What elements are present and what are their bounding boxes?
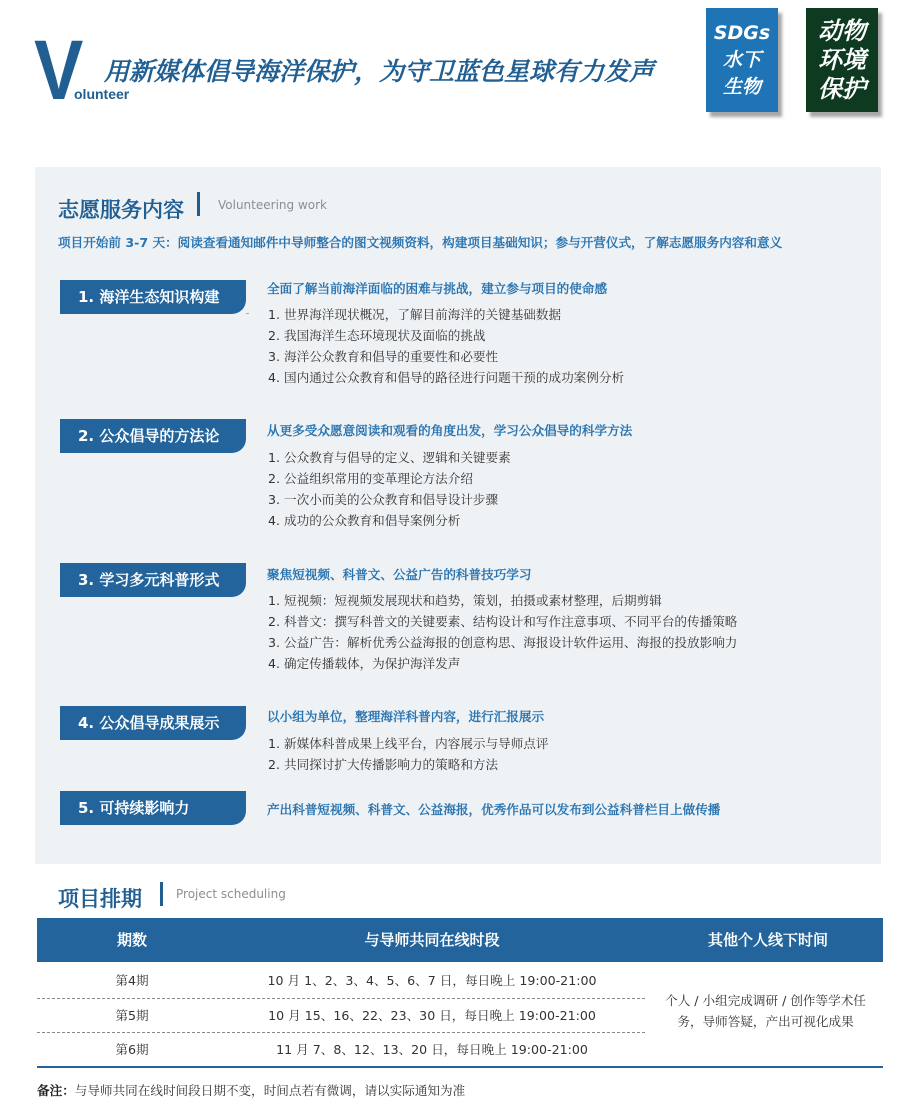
list-item: 3. 公益广告：解析优秀公益海报的创意构思、海报设计软件运用、海报的投放影响力: [268, 635, 738, 650]
list-item: 2. 我国海洋生态环境现状及面临的挑战: [268, 328, 486, 343]
section-title-schedule-en: Project scheduling: [176, 887, 286, 901]
list-item: 4. 确定传播载体，为保护海洋发声: [268, 656, 461, 671]
section-title-bar: [197, 192, 200, 216]
section-title-bar: [160, 882, 163, 906]
table-cell-time: 11 月 7、8、12、13、20 日，每日晚上 19:00-21:00: [276, 1042, 588, 1057]
module-items-4: [268, 733, 549, 775]
list-item: 4. 国内通过公众教育和倡导的路径进行问题干预的成功案例分析: [268, 370, 625, 385]
section-title-work: 志愿服务内容: [58, 198, 184, 222]
module-pill-3: 3. 学习多元科普形式: [60, 563, 246, 597]
sdgs-badge: [706, 8, 778, 112]
list-item: 1. 世界海洋现状概况，了解目前海洋的关键基础数据: [268, 307, 562, 322]
offline-line: 务，导师答疑，产出可视化成果: [677, 1014, 854, 1029]
volunteer-wordmark: olunteer: [74, 86, 130, 102]
list-item: 1. 公众教育与倡导的定义、逻辑和关键要素: [268, 450, 511, 465]
intro-text: 项目开始前 3-7 天：阅读查看通知邮件中导师整合的图文视频资料，构建项目基础知识；参与开营仪式，了解志愿服务内容和意义: [58, 235, 783, 250]
offline-line: 个人 / 小组完成调研 / 创作等学术任: [665, 993, 866, 1008]
list-item: 1. 新媒体科普成果上线平台，内容展示与导师点评: [268, 736, 549, 751]
list-item: 2. 共同探讨扩大传播影响力的策略和方法: [268, 757, 499, 772]
column-header: 与导师共同在线时段: [364, 931, 500, 949]
table-bottom-line: [37, 1066, 883, 1068]
module-pill-5: 5. 可持续影响力: [60, 791, 246, 825]
module-heading-2: 从更多受众愿意阅读和观看的角度出发，学习公众倡导的科学方法: [267, 423, 633, 438]
section-title-schedule: 项目排期: [58, 887, 142, 911]
volunteer-big-v: V: [34, 23, 82, 117]
schedule-table-header: [37, 918, 883, 962]
column-header: 其他个人线下时间: [707, 931, 828, 949]
module-items-1: [268, 304, 624, 388]
list-item: 2. 科普文：撰写科普文的关键要素、结构设计和写作注意事项、不同平台的传播策略: [268, 614, 738, 629]
note-label: 备注：: [37, 1083, 75, 1098]
module-heading-4: 以小组为单位，整理海洋科普内容，进行汇报展示: [267, 709, 545, 724]
module-pill-2: 2. 公众倡导的方法论: [60, 419, 246, 453]
table-cell-period: 第4期: [115, 973, 149, 988]
table-cell-time: 10 月 15、16、22、23、30 日，每日晚上 19:00-21:00: [268, 1008, 596, 1023]
list-item: 3. 一次小而美的公众教育和倡导设计步骤: [268, 492, 499, 507]
animal-protection-badge: [806, 8, 878, 112]
section-title-work-en: Volunteering work: [218, 198, 327, 212]
table-cell-time: 10 月 1、2、3、4、5、6、7 日，每日晚上 19:00-21:00: [267, 973, 597, 988]
module-heading-3: 聚焦短视频、科普文、公益广告的科普技巧学习: [267, 567, 532, 582]
animal-badge-line: 环境: [818, 45, 866, 74]
list-item: 1. 短视频：短视频发展现状和趋势，策划，拍摄或素材整理，后期剪辑: [268, 593, 662, 608]
table-cell-period: 第6期: [115, 1042, 149, 1057]
animal-badge-line: 保护: [818, 74, 866, 103]
module-pill-1: 1. 海洋生态知识构建: [60, 280, 246, 314]
footnote: [37, 1080, 465, 1099]
list-item: 2. 公益组织常用的变革理论方法介绍: [268, 471, 473, 486]
table-cell-period: 第5期: [115, 1008, 149, 1023]
module-heading-1: 全面了解当前海洋面临的困难与挑战，建立参与项目的使命感: [267, 281, 608, 296]
module-items-2: [268, 447, 511, 531]
list-item: 3. 海洋公众教育和倡导的重要性和必要性: [268, 349, 499, 364]
sdgs-badge-line: 生物: [722, 75, 761, 98]
module-pill-4: 4. 公众倡导成果展示: [60, 706, 246, 740]
page-title: 用新媒体倡导海洋保护，为守卫蓝色星球有力发声: [104, 57, 655, 86]
column-header: 期数: [116, 931, 147, 949]
animal-badge-line: 动物: [818, 16, 866, 45]
sdgs-badge-line: SDGs: [713, 21, 771, 44]
divider: [246, 313, 249, 314]
note-text: 与导师共同在线时间段日期不变，时间点若有微调，请以实际通知为准: [74, 1083, 466, 1098]
offline-time-cell: [648, 990, 883, 1032]
sdgs-badge-line: 水下: [722, 48, 761, 71]
module-heading-5: 产出科普短视频、科普文、公益海报，优秀作品可以发布到公益科普栏目上做传播: [267, 802, 721, 817]
module-items-3: [268, 590, 737, 674]
list-item: 4. 成功的公众教育和倡导案例分析: [268, 513, 461, 528]
